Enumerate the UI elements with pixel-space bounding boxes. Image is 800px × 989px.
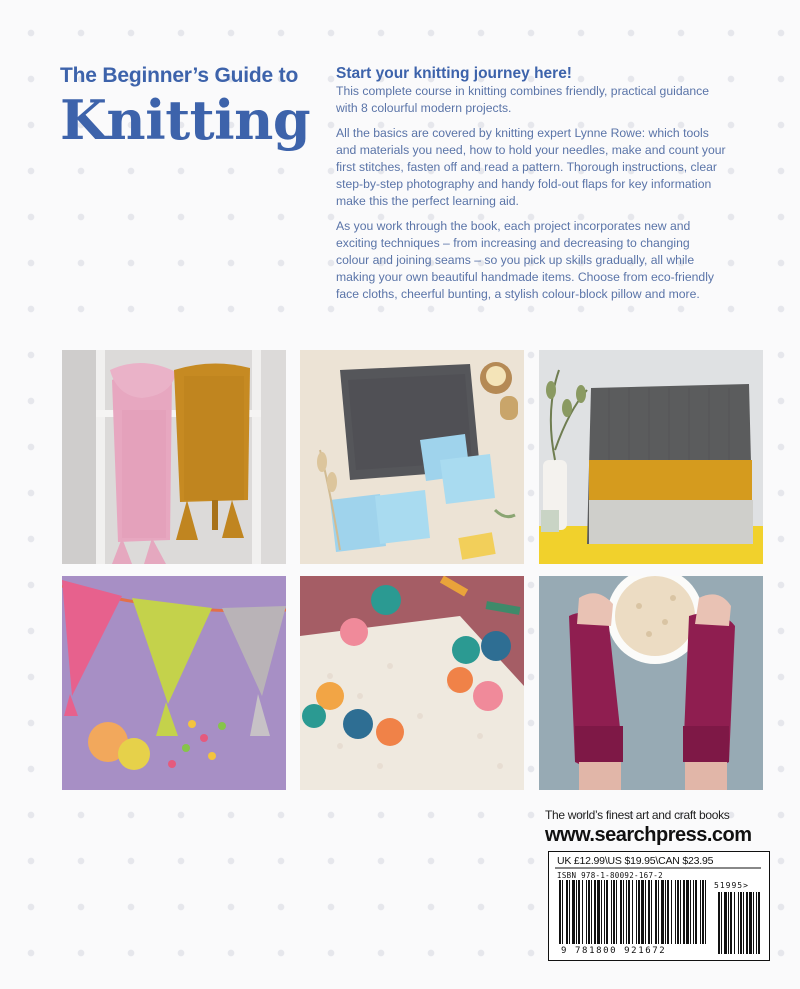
barcode-bar (705, 880, 706, 944)
barcode-bar (606, 880, 608, 944)
barcode-bar (611, 880, 612, 944)
barcode-bar (632, 880, 633, 944)
barcode-bar (683, 880, 685, 944)
price-label: UK £12.99\US $19.95\CAN $23.95 (557, 855, 714, 867)
barcode-addon-bar (758, 892, 760, 954)
fingerless-mitts-photo (539, 576, 763, 790)
back-cover-blurb (336, 64, 726, 311)
barcode-addon-bar (749, 892, 752, 954)
barcode-bar (572, 880, 575, 944)
barcode-bar (604, 880, 605, 944)
barcode-addon-bar (728, 892, 729, 954)
barcode-bar (665, 880, 666, 944)
barcode-addon-bar (746, 892, 748, 954)
barcode-bar (576, 880, 577, 944)
barcode-addon-bar (721, 892, 722, 954)
barcode-bar (641, 880, 644, 944)
barcode-bar (628, 880, 630, 944)
scarves-photo (62, 350, 286, 564)
barcode-bar (680, 880, 681, 944)
barcode-bar (613, 880, 615, 944)
barcode-bar (658, 880, 659, 944)
barcode-bar (636, 880, 637, 944)
barcode-bar (700, 880, 701, 944)
barcode-bar (661, 880, 664, 944)
book-title (60, 64, 320, 150)
barcode-addon-bar (724, 892, 727, 954)
barcode-bar (693, 880, 694, 944)
barcode-bar (645, 880, 646, 944)
barcode-bar (566, 880, 568, 944)
barcode-bar (675, 880, 676, 944)
barcode-bar (582, 880, 583, 944)
blurb-heading: Start your knitting journey here! (336, 65, 572, 82)
barcode-addon-bar (734, 892, 735, 954)
barcode-bar (686, 880, 689, 944)
barcode-bar (578, 880, 580, 944)
barcode-box (548, 851, 770, 961)
publisher-website: www.searchpress.com (545, 824, 752, 846)
face-cloths-photo (300, 350, 524, 564)
barcode-bar (616, 880, 617, 944)
barcode-bar (651, 880, 652, 944)
blurb-paragraph: As you work through the book, each project incorporates new and exciting techniques – from increasing and decreasing to changing colour and joining seams – so you pick up skills gradually, all while making your own beautiful handmade items. Choose from eco-friendly face cloths, cheerful bunting, a stylish colour-block pillow and more. (336, 219, 715, 301)
bunting-photo (62, 576, 286, 790)
barcode-bar (591, 880, 592, 944)
barcode-bar (562, 880, 563, 944)
barcode-bar (648, 880, 650, 944)
barcode-bars (549, 852, 769, 960)
barcode-bar (695, 880, 697, 944)
publisher-tagline: The world’s finest art and craft books (545, 808, 730, 822)
barcode-bar (623, 880, 624, 944)
barcode-bar (626, 880, 627, 944)
barcode-bar (559, 880, 561, 944)
barcode-bar (702, 880, 704, 944)
barcode-bar (594, 880, 596, 944)
barcode-addon-bar (740, 892, 742, 954)
barcode-addon-bar (756, 892, 757, 954)
barcode-addon-bar (753, 892, 754, 954)
barcode-bar (690, 880, 691, 944)
blurb-paragraph: This complete course in knitting combines friendly, practical guidance with 8 colourful modern projects. (336, 84, 710, 115)
barcode-bar (638, 880, 640, 944)
blurb-paragraph: All the basics are covered by knitting expert Lynne Rowe: which tools and materials you need, how to hold your needles, make and count your first stitches, fasten off and read a pattern. Thorough instructions, clear step-by-step photography and handy fold-out flaps for key information make this the perfect learning aid. (336, 126, 726, 208)
barcode-bar (620, 880, 622, 944)
barcode-addon-bar (730, 892, 732, 954)
ean-number: 9 781800 921672 (561, 946, 667, 956)
barcode-bar (586, 880, 587, 944)
barcode-addon: 51995> (714, 881, 749, 890)
barcode-bar (597, 880, 600, 944)
title-subtitle: The Beginner’s Guide to (60, 64, 299, 87)
barcode-bar (667, 880, 669, 944)
colour-block-pillow-photo (539, 350, 763, 564)
isbn-label: ISBN 978-1-80092-167-2 (557, 871, 663, 880)
barcode-addon-bar (718, 892, 720, 954)
barcode-bar (677, 880, 679, 944)
barcode-bar (671, 880, 672, 944)
title-main: Knitting (60, 88, 311, 152)
barcode-bar (588, 880, 590, 944)
barcode-bar (655, 880, 657, 944)
barcode-addon-bar (743, 892, 744, 954)
publisher-info (545, 808, 770, 847)
barcode-bar (601, 880, 602, 944)
barcode-addon-bar (738, 892, 739, 954)
barcode-bar (569, 880, 570, 944)
pompom-blanket-photo (300, 576, 524, 790)
